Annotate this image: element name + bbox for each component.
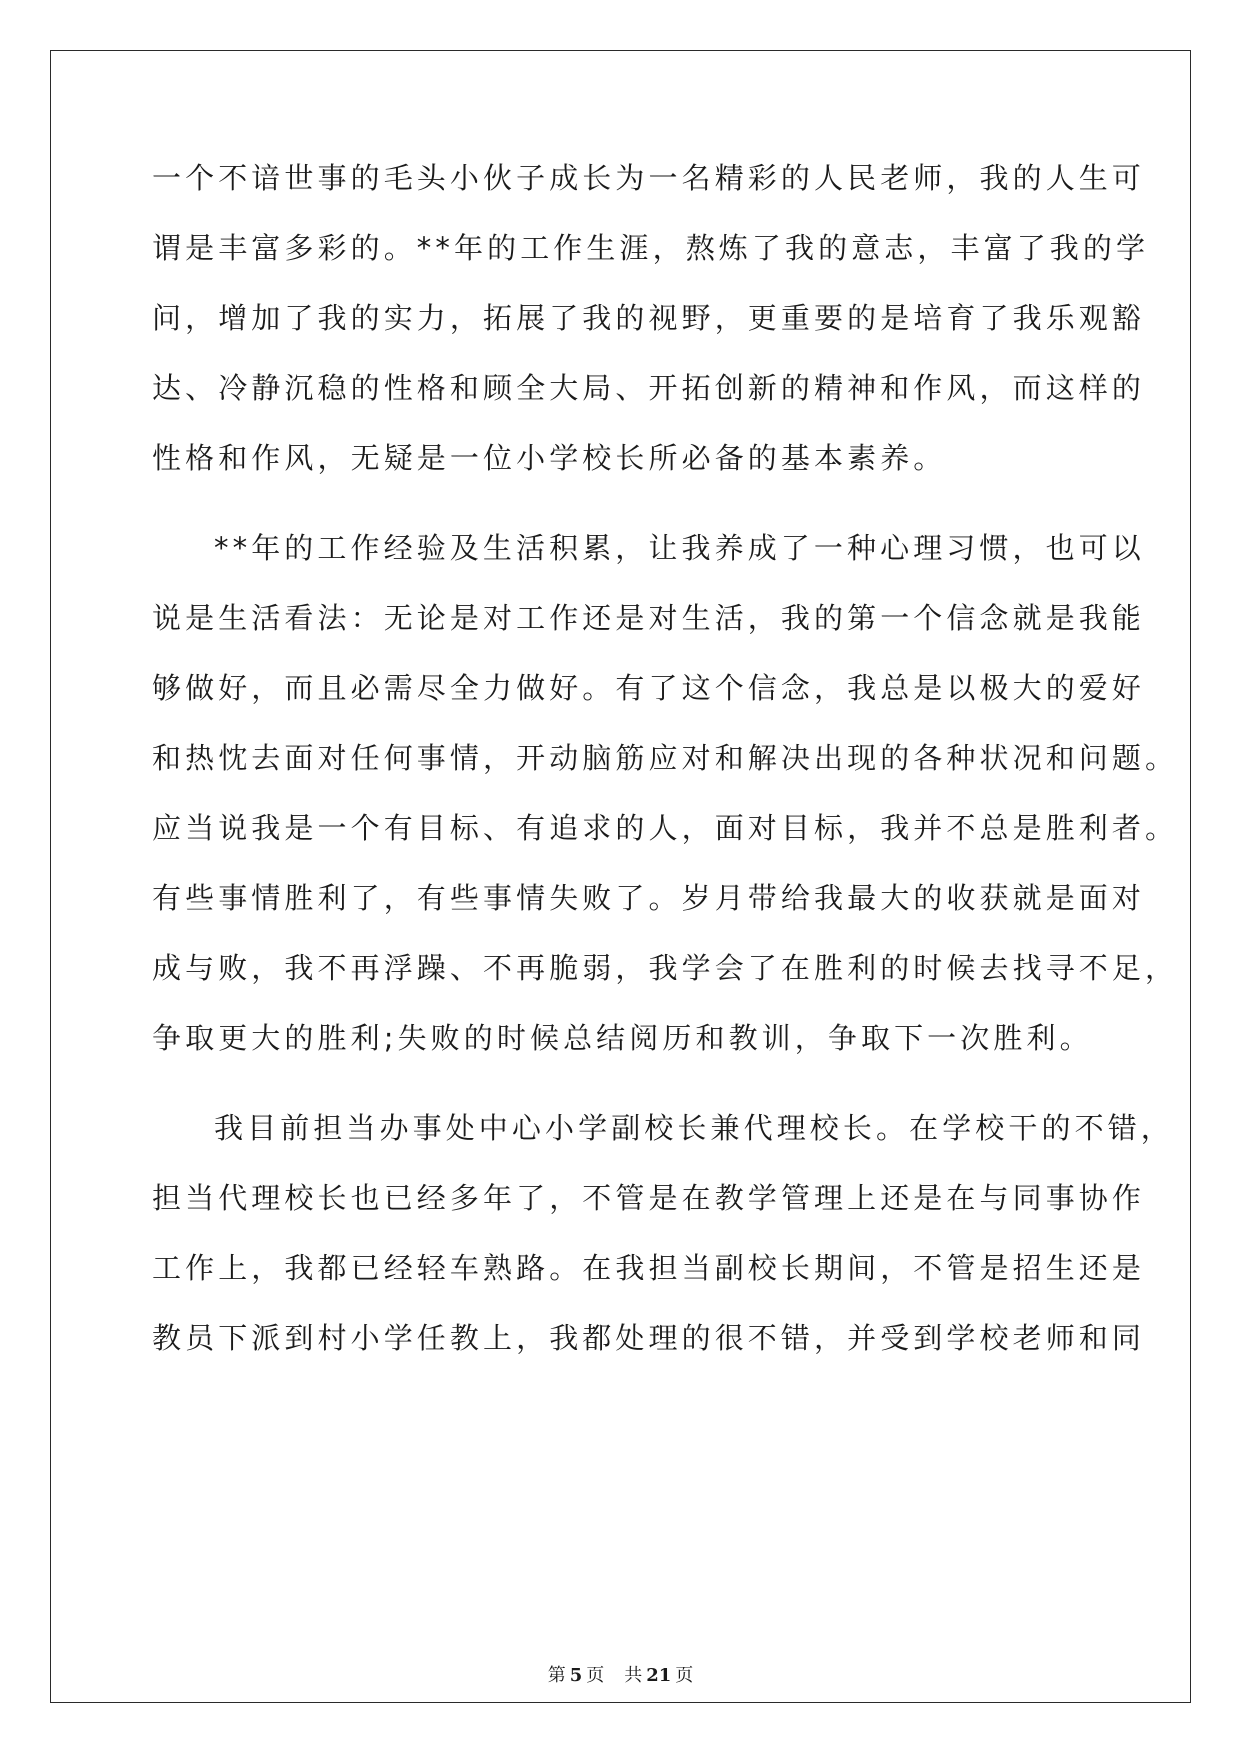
- text-line: 一个不谙世事的毛头小伙子成长为一名精彩的人民老师，我的人生可: [152, 161, 1146, 195]
- text-line: 成与败，我不再浮躁、不再脆弱，我学会了在胜利的时候去找寻不足，: [152, 951, 1179, 985]
- text-line: 担当代理校长也已经多年了，不管是在教学管理上还是在与同事协作: [152, 1181, 1146, 1215]
- text-line: **年的工作经验及生活积累，让我养成了一种心理习惯，也可以: [214, 531, 1145, 565]
- page-prefix: 第: [547, 1665, 566, 1686]
- text-line: 我目前担当办事处中心小学副校长兼代理校长。在学校干的不错，: [214, 1111, 1174, 1145]
- page-suffix: 页: [586, 1665, 605, 1686]
- text-line: 工作上，我都已经轻车熟路。在我担当副校长期间，不管是招生还是: [152, 1251, 1146, 1285]
- text-line: 应当说我是一个有目标、有追求的人，面对目标，我并不总是胜利者。: [152, 811, 1179, 845]
- page-number: 5: [569, 1665, 583, 1686]
- text-line: 和热忱去面对任何事情，开动脑筋应对和解决出现的各种状况和问题。: [152, 741, 1179, 775]
- text-line: 有些事情胜利了，有些事情失败了。岁月带给我最大的收获就是面对: [152, 881, 1146, 915]
- total-suffix: 页: [675, 1665, 694, 1686]
- text-line: 问，增加了我的实力，拓展了我的视野，更重要的是培育了我乐观豁: [152, 301, 1146, 335]
- text-line: 说是生活看法：无论是对工作还是对生活，我的第一个信念就是我能: [152, 601, 1146, 635]
- text-line: 达、冷静沉稳的性格和顾全大局、开拓创新的精神和作风，而这样的: [152, 371, 1146, 405]
- total-prefix: 共: [624, 1665, 643, 1686]
- total-pages: 21: [646, 1665, 672, 1686]
- text-line: 谓是丰富多彩的。**年的工作生涯，熬炼了我的意志，丰富了我的学: [152, 231, 1150, 265]
- text-line: 性格和作风，无疑是一位小学校长所必备的基本素养。: [152, 441, 947, 475]
- text-line: 教员下派到村小学任教上，我都处理的很不错，并受到学校老师和同: [152, 1321, 1146, 1355]
- text-line: 争取更大的胜利;失败的时候总结阅历和教训，争取下一次胜利。: [152, 1021, 1093, 1055]
- text-line: 够做好，而且必需尽全力做好。有了这个信念，我总是以极大的爱好: [152, 671, 1146, 705]
- page-footer: [0, 1664, 1241, 1688]
